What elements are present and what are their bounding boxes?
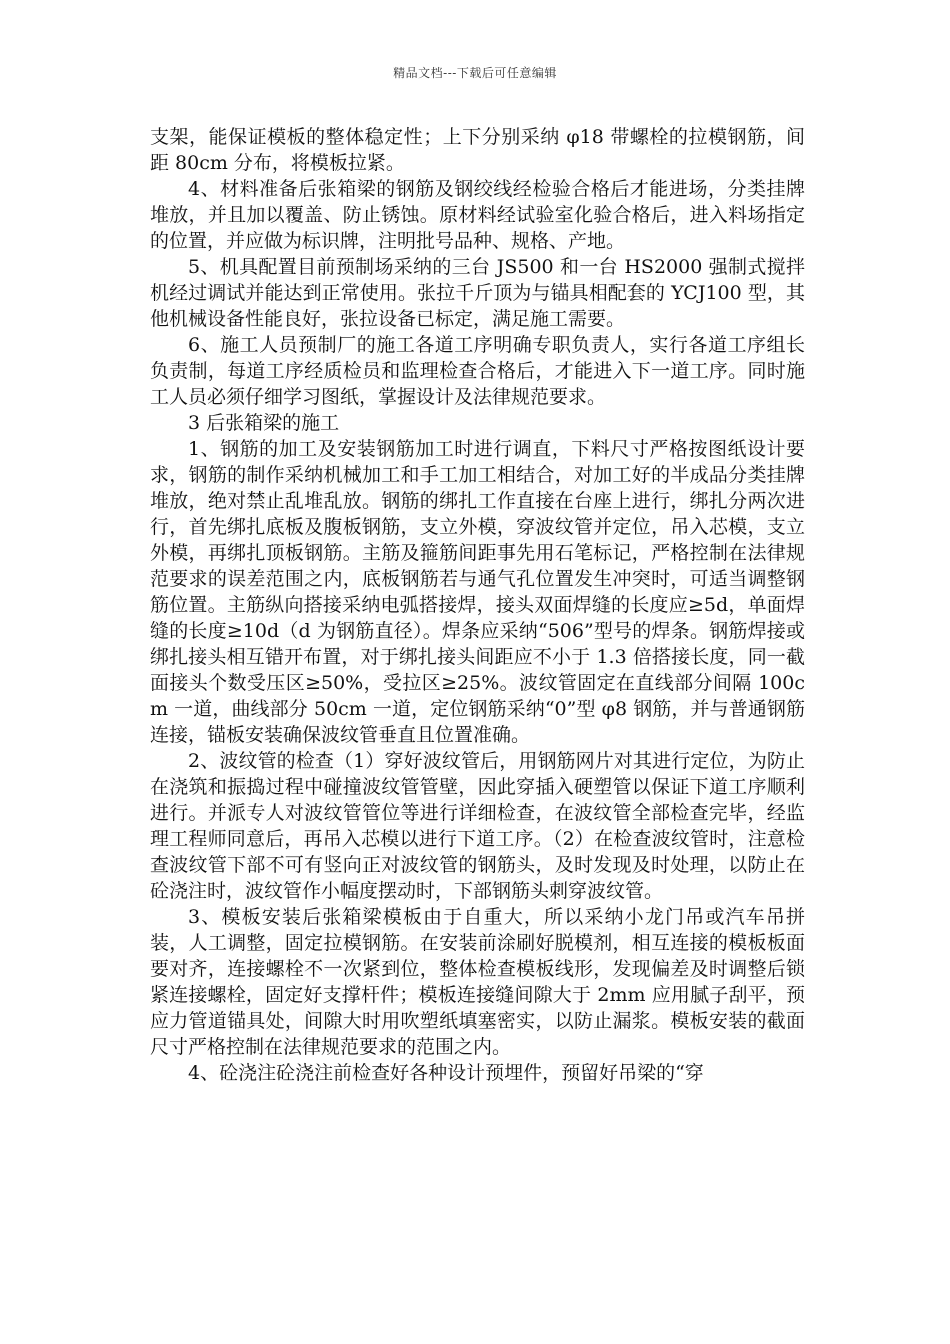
document-body	[150, 124, 805, 1086]
paragraph-formwork-installation: 3、模板安装后张箱梁模板由于自重大，所以采纳小龙门吊或汽车吊拼装，人工调整，固定拉模钢筋。在安装前涂刷好脱模剂，相互连接的模板板面要对齐，连接螺栓不一次紧到位，整体检查模板线形，发现偏差及时调整后锁紧连接螺栓，固定好支撑杆件；模板连接缝间隙大于 2mm 应用腻子刮平，预应力管道锚具处，间隙大时用吹塑纸填塞密实，以防止漏浆。模板安装的截面尺寸严格控制在法律规范要求的范围之内。	[150, 906, 805, 1058]
paragraph-rebar-processing: 1、钢筋的加工及安装钢筋加工时进行调直，下料尺寸严格按图纸设计要求，钢筋的制作采纳机械加工和手工加工相结合，对加工好的半成品分类挂牌堆放，绝对禁止乱堆乱放。钢筋的绑扎工作直接在台座上进行，绑扎分两次进行，首先绑扎底板及腹板钢筋，支立外模，穿波纹管并定位，吊入芯模，支立外模，再绑扎顶板钢筋。主筋及箍筋间距事先用石笔标记，严格控制在法律规范要求的误差范围之内，底板钢筋若与通气孔位置发生冲突时，可适当调整钢筋位置。主筋纵向搭接采纳电弧搭接焊，接头双面焊缝的长度应≥5d，单面焊缝的长度≥10d（d 为钢筋直径）。焊条应采纳“506”型号的焊条。钢筋焊接或绑扎接头相互错开布置，对于绑扎接头间距应不小于 1.3 倍搭接长度，同一截面接头个数受压区≥50%，受拉区≥25%。波纹管固定在直线部分间隔 100cm 一道，曲线部分 50cm 一道，定位钢筋采纳“0”型 φ8 钢筋，并与普通钢筋连接，锚板安装确保波纹管垂直且位置准确。	[150, 438, 805, 746]
paragraph-concrete-pouring: 4、砼浇注砼浇注前检查好各种设计预埋件，预留好吊梁的“穿	[188, 1062, 704, 1084]
paragraph-corrugated-pipe-inspection: 2、波纹管的检查（1）穿好波纹管后，用钢筋网片对其进行定位，为防止在浇筑和振捣过程中碰撞波纹管管壁，因此穿插入硬塑管以保证下道工序顺利进行。并派专人对波纹管管位等进行详细检查，在波纹管全部检查完毕，经监理工程师同意后，再吊入芯模以进行下道工序。（2）在检查波纹管时，注意检查波纹管下部不可有竖向正对波纹管的钢筋头，及时发现及时处理，以防止在砼浇注时，波纹管作小幅度摆动时，下部钢筋头刺穿波纹管。	[150, 750, 805, 902]
paragraph-formwork-support: 支架，能保证模板的整体稳定性；上下分别采纳 φ18 带螺栓的拉模钢筋，间距 80cm 分布，将模板拉紧。	[150, 126, 805, 174]
page-header: 精品文档---下载后可任意编辑	[393, 66, 557, 80]
section-heading-box-girder-construction: 3 后张箱梁的施工	[188, 412, 340, 434]
paragraph-construction-personnel: 6、施工人员预制厂的施工各道工序明确专职负责人，实行各道工序组长负责制，每道工序经质检员和监理检查合格后，才能进入下一道工序。同时施工人员必须仔细学习图纸，掌握设计及法律规范要求。	[150, 334, 805, 408]
paragraph-equipment-configuration: 5、机具配置目前预制场采纳的三台 JS500 和一台 HS2000 强制式搅拌机经过调试并能达到正常使用。张拉千斤顶为与锚具相配套的 YCJ100 型，其他机械设备性能良好，张拉设备已标定，满足施工需要。	[150, 256, 805, 330]
paragraph-material-preparation: 4、材料准备后张箱梁的钢筋及钢绞线经检验合格后才能进场，分类挂牌堆放，并且加以覆盖、防止锈蚀。原材料经试验室化验合格后，进入料场指定的位置，并应做为标识牌，注明批号品种、规格、产地。	[150, 178, 805, 252]
